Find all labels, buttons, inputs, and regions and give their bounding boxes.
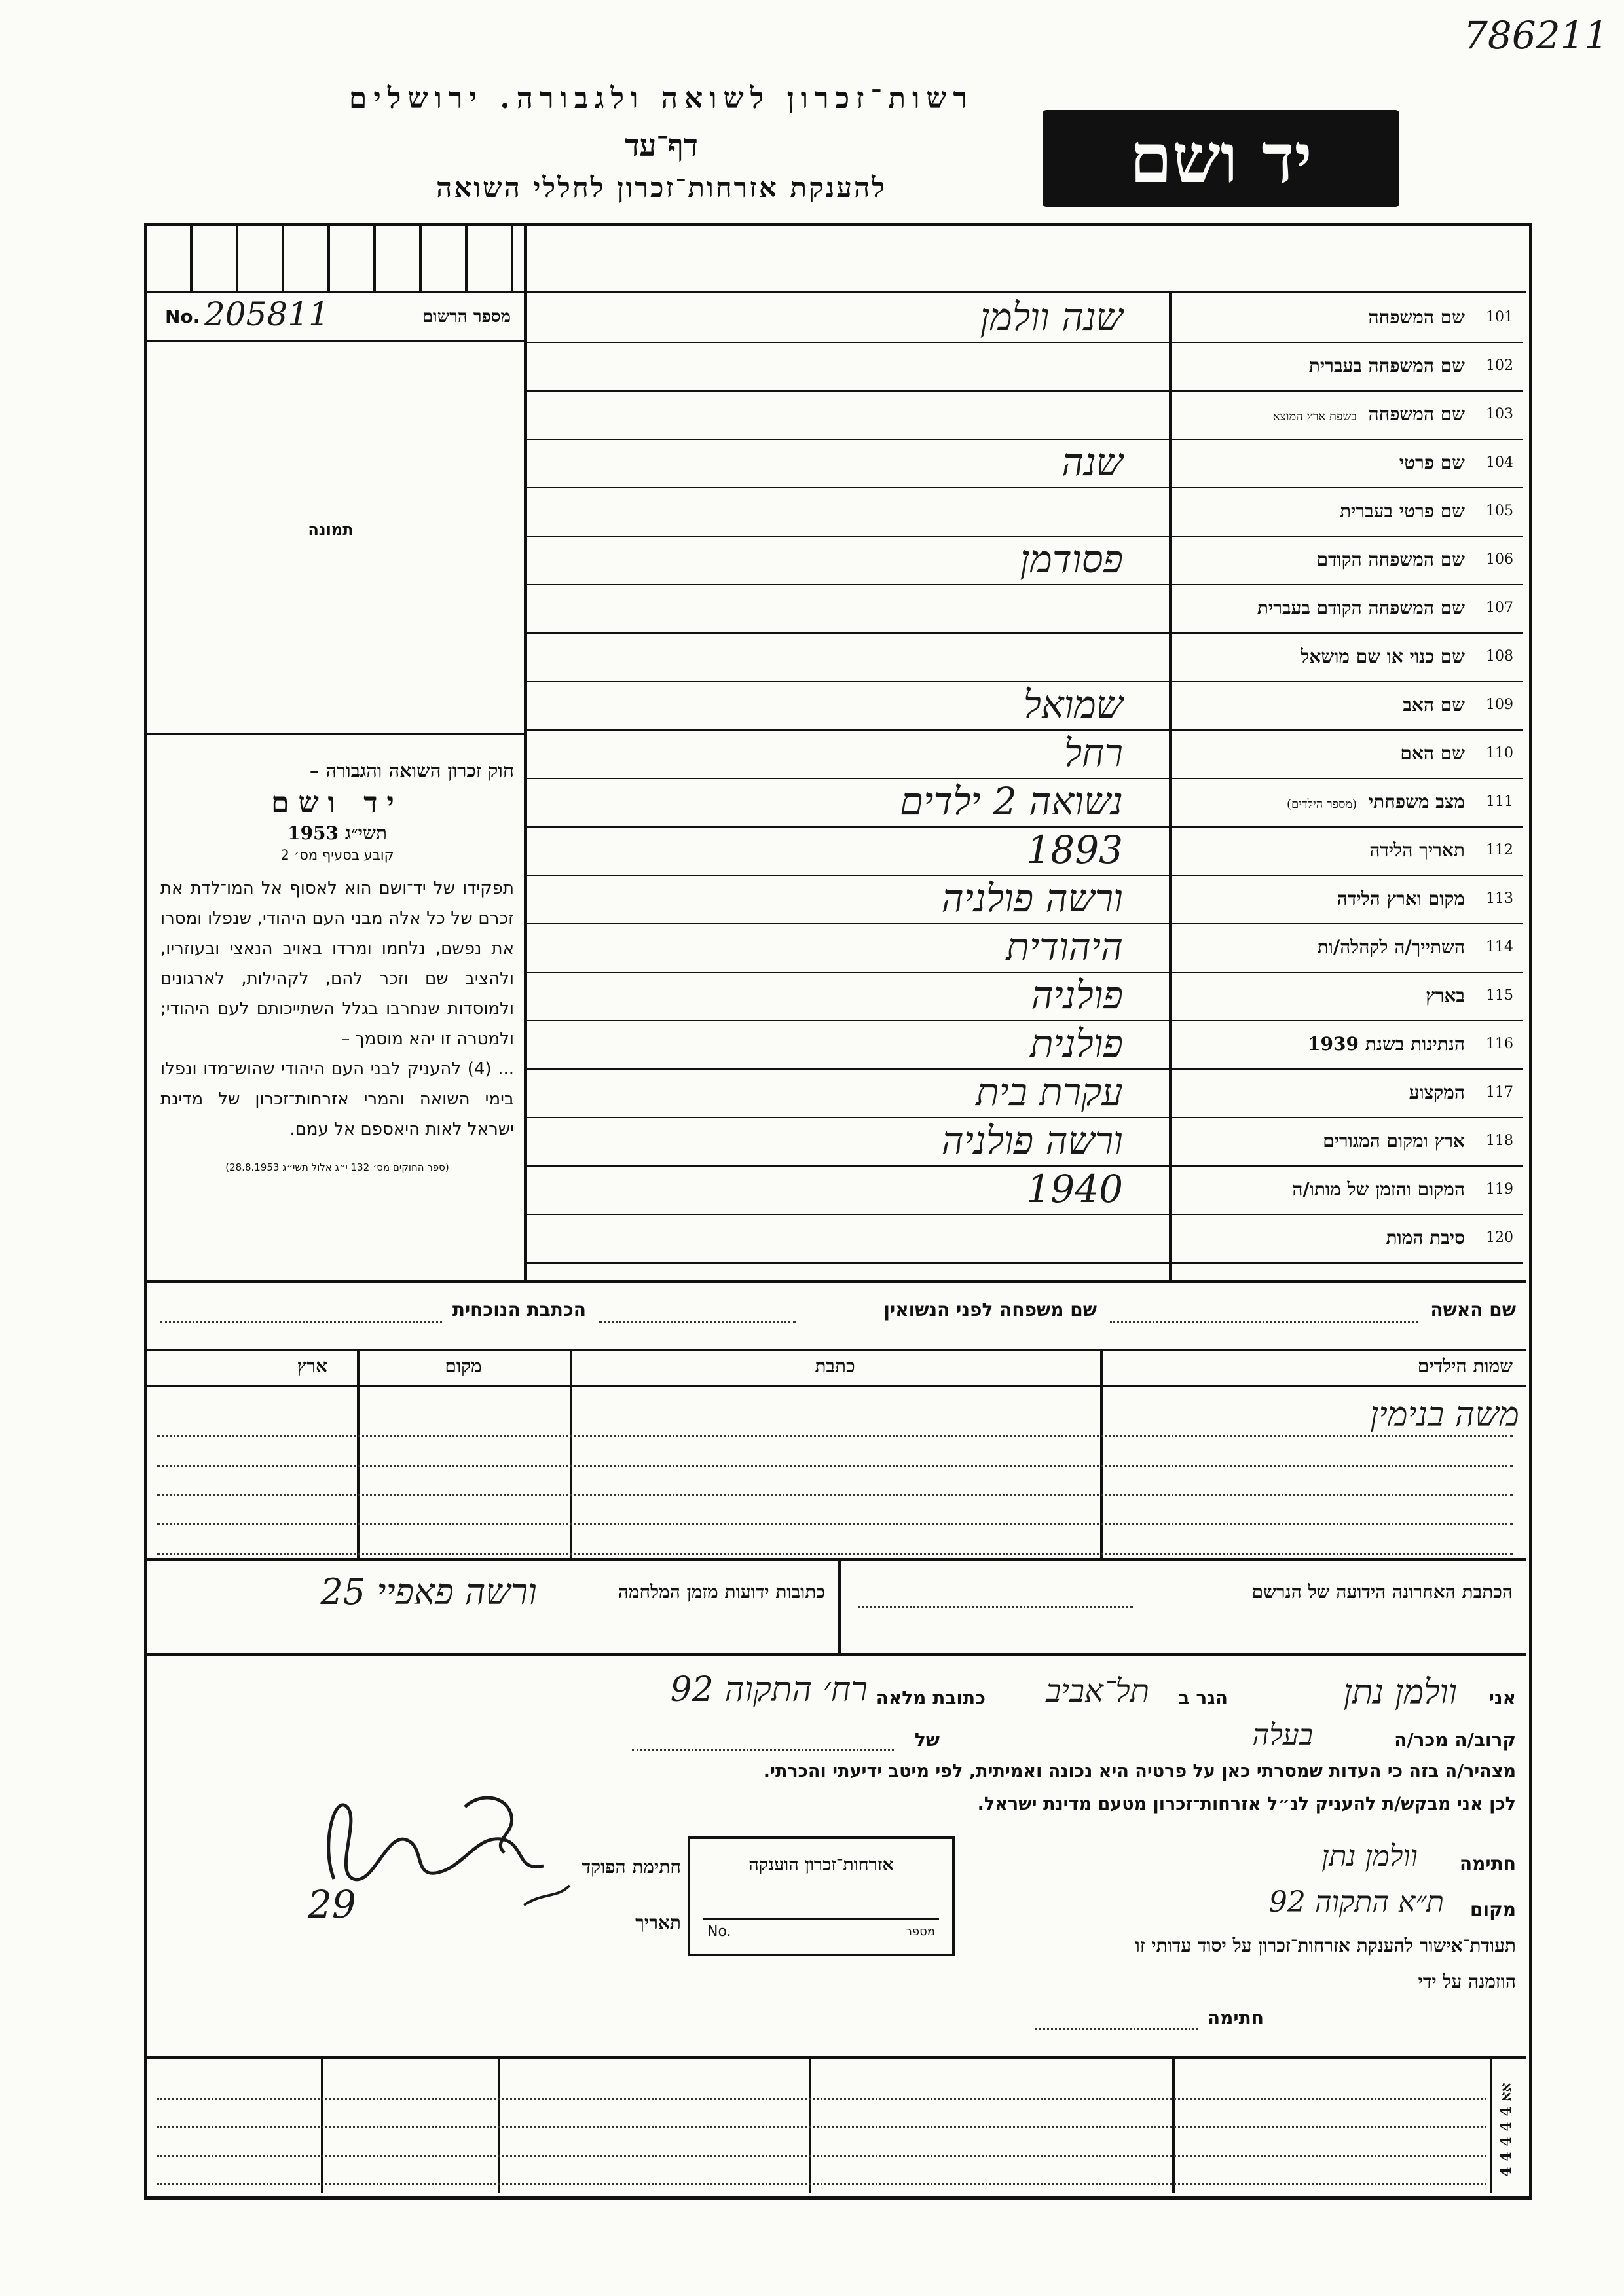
field-value-119	[527, 1167, 1175, 1214]
field-value-120	[527, 1215, 1175, 1262]
field-label-111	[1195, 779, 1522, 826]
field-value-106	[527, 537, 1175, 584]
declaration-statement-1: מצהיר/ה בזה כי העדות שמסרתי כאן על פרטיה היא נכונה ואמיתית, לפי מיטב ידיעתי והכרתי.	[763, 1761, 1516, 1781]
field-number: 102	[1486, 357, 1513, 374]
field-label-text: שם המשפחה	[1368, 306, 1465, 328]
declarant-place-row: מקום ת״א התקוה 92	[1268, 1886, 1516, 1920]
wartime-address-value: ורשה פאפיי 25	[320, 1571, 537, 1613]
field-label-text: שם פרטי	[1399, 452, 1465, 473]
field-value-118	[527, 1118, 1175, 1165]
declarant-signature-row: חתימה וולמן נתן	[1321, 1840, 1516, 1874]
children-table-header-place: מקום	[445, 1355, 482, 1377]
handwritten-value: ורשה פולניה	[941, 1118, 1123, 1163]
law-year: תשי״ג 1953	[287, 822, 387, 844]
field-number: 112	[1486, 842, 1513, 858]
law-paragraph-2: ... (4) להעניק לבני העם היהודי שהוש־מדו ונפלו בימי השואה והמרי אזרחות־זכרון של מדינת ישראל לאות היאספם אל עמם.	[160, 1059, 514, 1139]
field-label-106	[1195, 537, 1522, 584]
field-value-103	[527, 392, 1175, 439]
personal-details-grid	[527, 288, 1522, 1280]
law-text-box	[160, 759, 514, 1173]
field-label-102	[1195, 343, 1522, 390]
children-table-header-names: שמות הילדים	[1417, 1355, 1513, 1377]
field-label-115	[1195, 973, 1522, 1020]
field-label-101	[1195, 295, 1522, 342]
children-table-header-address: כתבת	[815, 1355, 855, 1377]
footer-code: אא 4 4 4 4 4	[1498, 2083, 1515, 2177]
field-value-102	[527, 343, 1175, 390]
field-row-divider	[1169, 1262, 1522, 1264]
field-number: 114	[1486, 939, 1513, 955]
field-label-text: שם פרטי בעברית	[1339, 500, 1465, 522]
field-label-text: שם המשפחה הקודם בעברית	[1257, 597, 1465, 619]
field-label-text: שם האב	[1403, 694, 1465, 716]
law-title: חוק זכרון השואה והגבורה –	[309, 759, 514, 782]
field-label-text: שם המשפחה בעברית	[1308, 355, 1465, 376]
maiden-name-label: שם משפחה לפני הנשואין	[883, 1299, 1097, 1321]
field-label-104	[1195, 440, 1522, 487]
last-known-address-label: הכתבת האחרונה הידועה של הנרשם	[1251, 1581, 1513, 1603]
field-label-text: שם כנוי או שם מושאל	[1301, 646, 1465, 667]
field-number: 115	[1486, 987, 1513, 1004]
authority-name: רשות־זכרון לשואה ולגבורה. ירושלים	[348, 82, 974, 115]
field-number: 104	[1486, 454, 1513, 471]
field-label-118	[1195, 1118, 1522, 1165]
field-number: 103	[1486, 406, 1513, 422]
child-name-value: משה בנימין	[1370, 1395, 1519, 1434]
field-label-text: שם המשפחה בשפת ארץ המוצא	[1272, 403, 1465, 425]
field-value-111	[527, 779, 1175, 826]
field-label-110	[1195, 731, 1522, 778]
field-label-120	[1195, 1215, 1522, 1262]
officer-signature-label: חתימת הפוקד	[581, 1856, 681, 1878]
form-subtitle: להענקת אזרחות־זכרון לחללי השואה	[436, 172, 887, 204]
handwritten-value: שמואל	[1023, 682, 1123, 727]
current-address-label: הכתבת הנוכחית	[452, 1299, 586, 1321]
field-value-108	[527, 634, 1175, 681]
field-value-113	[527, 876, 1175, 923]
handwritten-value: נשואה 2 ילדים	[899, 779, 1123, 824]
field-number: 113	[1486, 890, 1513, 907]
handwritten-value: 1893	[1026, 828, 1123, 872]
declaration-line-2: קרוב/ה מכר/ה בעלה של	[157, 1719, 1516, 1758]
law-section: קובע בסעיף מס׳ 2	[280, 847, 394, 863]
field-value-114	[527, 924, 1175, 972]
field-number: 119	[1486, 1181, 1513, 1197]
second-signature-row: חתימה	[982, 2003, 1264, 2036]
handwritten-value: עקרת בית	[976, 1070, 1123, 1114]
handwritten-value: פולניה	[1031, 973, 1123, 1017]
field-value-116	[527, 1021, 1175, 1068]
field-number: 117	[1486, 1084, 1513, 1101]
field-label-text: סיבת המות	[1386, 1227, 1465, 1248]
law-name: יד ושם	[271, 786, 403, 820]
form-title: דף־עד	[625, 128, 698, 163]
field-number: 111	[1486, 793, 1513, 810]
officer-signature-scribble	[308, 1768, 583, 1925]
field-label-103	[1195, 392, 1522, 439]
field-value-101	[527, 295, 1175, 342]
law-citation: (ספר החוקים מס׳ 132 י״ג אלול תשי״ג 28.8.1953)	[225, 1161, 449, 1173]
field-label-text: השתייך/ה לקהלה/ות	[1317, 936, 1465, 958]
handwritten-value: שנה	[1061, 440, 1123, 484]
value-row-divider	[527, 1262, 1169, 1264]
official-date-label: תאריך	[635, 1912, 681, 1933]
field-number: 107	[1486, 600, 1513, 616]
bottom-dotted-rows	[157, 2072, 1486, 2190]
wife-row	[157, 1296, 1516, 1329]
field-label-107	[1195, 585, 1522, 632]
yad-vashem-logo: יד ושם	[1043, 110, 1399, 207]
field-number: 110	[1486, 745, 1513, 761]
field-label-text: בארץ	[1426, 985, 1465, 1006]
certificate-text: תעודת־אישור להענקת אזרחות־זכרון על יסוד עדותי זו	[1135, 1935, 1516, 1956]
field-number: 120	[1486, 1230, 1513, 1246]
archive-number: 786211	[1464, 13, 1609, 58]
field-value-115	[527, 973, 1175, 1020]
field-value-117	[527, 1070, 1175, 1117]
handwritten-value: היהודית	[1006, 924, 1123, 969]
field-value-107	[527, 585, 1175, 632]
field-label-105	[1195, 488, 1522, 536]
invited-by-label: הוזמנה על ידי	[1418, 1971, 1516, 1992]
field-number: 118	[1486, 1133, 1513, 1149]
handwritten-value: פסודמן	[1020, 537, 1123, 581]
field-label-109	[1195, 682, 1522, 729]
children-table-header-country: ארץ	[297, 1355, 327, 1377]
declaration-statement-2: לכן אני מבקש/ת להעניק לנ״ל אזרחות־זכרון מטעם מדינת ישראל.	[977, 1794, 1516, 1814]
handwritten-value: שנה וולמן	[980, 295, 1123, 339]
field-label-116	[1195, 1021, 1522, 1068]
registration-number: No. 205811 מספר הרשום	[165, 295, 511, 333]
field-label-112	[1195, 828, 1522, 875]
field-number: 105	[1486, 503, 1513, 519]
handwritten-value: רחל	[1064, 731, 1123, 775]
field-label-text: המקצוע	[1409, 1082, 1465, 1103]
field-label-113	[1195, 876, 1522, 923]
law-paragraph-1: תפקידו של יד־ושם הוא לאסוף אל המו־לדת את זכרם של כל אלה מבני העם היהודי, שנפלו ומסרו את נפשם, נלחמו ומרדו באויב הנאצי ובעוזריו, ולהציב שם וזכר להם, לקהילות, לארגונים ולמוסדות שנחרבו בגלל השתייכותם לעם היהודי; ולמטרה זו יהא מוסמך –	[160, 879, 514, 1049]
official-date-value: 29	[308, 1882, 356, 1927]
wife-label: שם האשה	[1430, 1299, 1516, 1321]
field-label-114	[1195, 924, 1522, 972]
field-number: 101	[1486, 309, 1513, 325]
field-label-117	[1195, 1070, 1522, 1117]
handwritten-value: פולנית	[1030, 1021, 1123, 1066]
declaration-line-1: אני וולמן נתן הגר ב תל־אביב כתובת מלאה רח׳ התקוה 92	[670, 1670, 1516, 1712]
citizenship-grant-box: אזרחות־זכרון הוענקה No. מספר	[688, 1836, 955, 1956]
field-number: 108	[1486, 648, 1513, 665]
field-label-119	[1195, 1167, 1522, 1214]
field-label-text: מצב משפחתי (מספר הילדים)	[1287, 791, 1465, 812]
handwritten-value: ורשה פולניה	[941, 876, 1123, 920]
field-label-text: שם האם	[1400, 742, 1465, 764]
field-label-text: הנתינות בשנת 1939	[1308, 1033, 1465, 1055]
field-number: 116	[1486, 1036, 1513, 1052]
field-value-109	[527, 682, 1175, 729]
field-value-110	[527, 731, 1175, 778]
field-label-108	[1195, 634, 1522, 681]
field-value-112	[527, 828, 1175, 875]
field-value-104	[527, 440, 1175, 487]
wartime-address-label: כתובות ידועות מזמן המלחמה	[618, 1581, 825, 1603]
handwritten-value: 1940	[1026, 1167, 1123, 1211]
field-number: 109	[1486, 697, 1513, 713]
field-label-text: המקום והזמן של מותו/ה	[1292, 1178, 1465, 1200]
field-label-text: מקום וארץ הלידה	[1337, 888, 1465, 909]
field-label-text: שם המשפחה הקודם	[1316, 549, 1465, 570]
field-number: 106	[1486, 551, 1513, 568]
photo-placeholder: תמונה	[308, 520, 354, 539]
field-value-105	[527, 488, 1175, 536]
field-label-text: תאריך הלידה	[1369, 839, 1465, 861]
field-label-text: ארץ ומקום המגורים	[1323, 1130, 1465, 1152]
